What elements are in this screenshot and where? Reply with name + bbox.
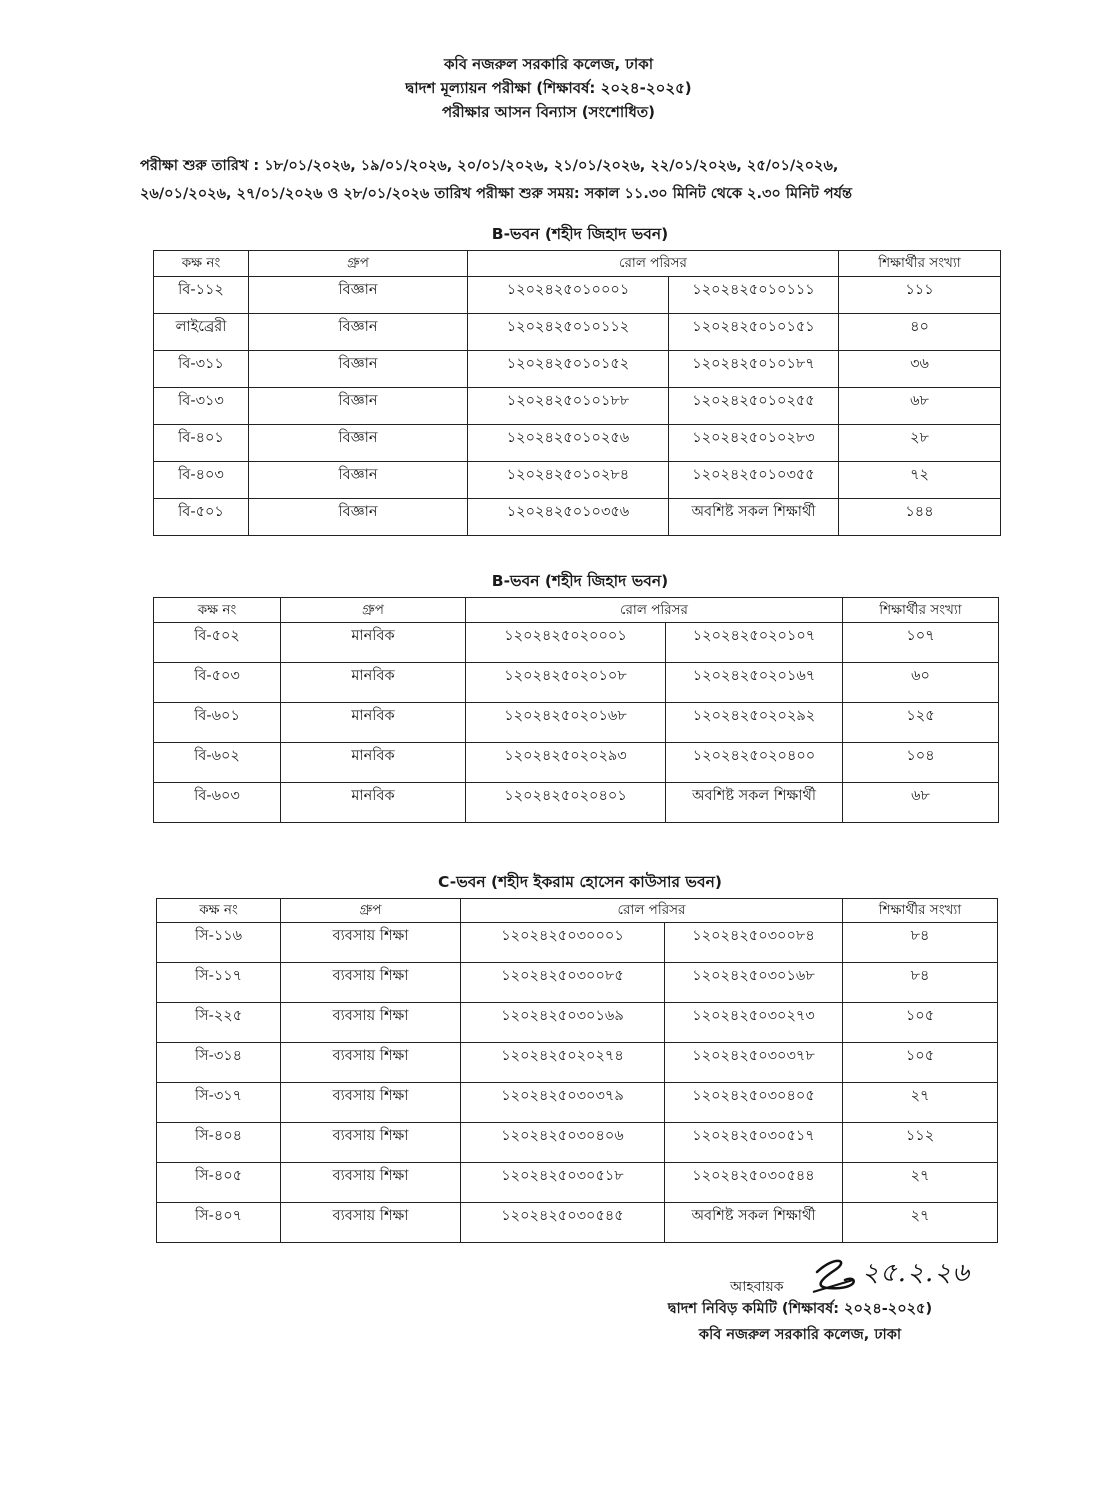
section-title-b-science: B-ভবন (শহীদ জিহাদ ভবন) (491, 225, 669, 243)
col-header-group: গ্রুপ (281, 899, 461, 923)
roll-to-cell: ১২০২৪২৫০১০১৫১ (669, 314, 839, 351)
table-row (154, 663, 999, 703)
table-header-row (157, 899, 998, 923)
group-cell: বিজ্ঞান (249, 388, 468, 425)
student-count-cell: ২৭ (843, 1163, 998, 1203)
table-header-row (154, 251, 1001, 277)
roll-from-cell: ১২০২৪২৫০১০৩৫৬ (468, 499, 669, 536)
student-count-cell: ৩৬ (839, 351, 1001, 388)
roll-to-cell: ১২০২৪২৫০২০১০৭ (666, 623, 843, 663)
col-header-student-count: শিক্ষার্থীর সংখ্যা (843, 899, 998, 923)
roll-to-cell: ১২০২৪২৫০৩০৫১৭ (665, 1123, 843, 1163)
col-header-group: গ্রুপ (249, 251, 468, 277)
group-cell: ব্যবসায় শিক্ষা (281, 923, 461, 963)
room-cell: বি-৬০৩ (154, 783, 281, 823)
table-row (157, 1123, 998, 1163)
student-count-cell: ১০৪ (843, 743, 999, 783)
student-count-cell: ১০৫ (843, 1003, 998, 1043)
room-cell: বি-৫০১ (154, 499, 249, 536)
group-cell: ব্যবসায় শিক্ষা (281, 1203, 461, 1243)
student-count-cell: ১০৫ (843, 1043, 998, 1083)
student-count-cell: ১০৭ (843, 623, 999, 663)
roll-to-cell: ১২০২৪২৫০২০৪০০ (666, 743, 843, 783)
table-row (154, 425, 1001, 462)
roll-from-cell: ১২০২৪২৫০২০২৯৩ (466, 743, 666, 783)
roll-from-cell: ১২০২৪২৫০২০১৬৮ (466, 703, 666, 743)
roll-to-cell: ১২০২৪২৫০২০১৬৭ (666, 663, 843, 703)
roll-to-cell: ১২০২৪২৫০৩০৪০৫ (665, 1083, 843, 1123)
col-header-roll-range: রোল পরিসর (466, 598, 843, 623)
roll-to-cell: ১২০২৪২৫০১০১১১ (669, 277, 839, 314)
room-cell: সি-৩১৪ (157, 1043, 281, 1083)
table-body (154, 623, 999, 823)
student-count-cell: ৪০ (839, 314, 1001, 351)
room-cell: সি-৪০৫ (157, 1163, 281, 1203)
committee-name: দ্বাদশ নিবিড় কমিটি (শিক্ষাবর্ষ: ২০২৪-২০২৫) (667, 1301, 933, 1317)
table-row (154, 703, 999, 743)
table-row (157, 1083, 998, 1123)
student-count-cell: ৭২ (839, 462, 1001, 499)
roll-from-cell: ১২০২৪২৫০২০২৭৪ (461, 1043, 665, 1083)
col-header-roll-range: রোল পরিসর (468, 251, 839, 277)
table-body (154, 277, 1001, 536)
group-cell: ব্যবসায় শিক্ষা (281, 1043, 461, 1083)
roll-from-cell: ১২০২৪২৫০৩০০০১ (461, 923, 665, 963)
exam-schedule-line-2: ২৬/০১/২০২৬, ২৭/০১/২০২৬ ও ২৮/০১/২০২৬ তারিখ পরীক্ষা শুরু সময়: সকাল ১১.৩০ মিনিট থেকে ২.৩০ মিনিট পর্যন্ত (140, 186, 852, 202)
group-cell: বিজ্ঞান (249, 425, 468, 462)
table-row (157, 1203, 998, 1243)
room-cell: বি-৬০১ (154, 703, 281, 743)
roll-from-cell: ১২০২৪২৫০৩০০৮৫ (461, 963, 665, 1003)
col-header-student-count: শিক্ষার্থীর সংখ্যা (839, 251, 1001, 277)
col-header-room: কক্ষ নং (154, 598, 281, 623)
table-row (157, 1043, 998, 1083)
table-row (157, 1003, 998, 1043)
room-cell: সি-৪০৪ (157, 1123, 281, 1163)
room-cell: সি-৪০৭ (157, 1203, 281, 1243)
table-row (154, 743, 999, 783)
roll-from-cell: ১২০২৪২৫০৩০৪০৬ (461, 1123, 665, 1163)
roll-to-cell: অবশিষ্ট সকল শিক্ষার্থী (665, 1203, 843, 1243)
roll-to-cell: ১২০২৪২৫০১০১৮৭ (669, 351, 839, 388)
roll-from-cell: ১২০২৪২৫০৩০৫১৮ (461, 1163, 665, 1203)
footer-college-name: কবি নজরুল সরকারি কলেজ, ঢাকা (698, 1327, 902, 1343)
roll-to-cell: অবশিষ্ট সকল শিক্ষার্থী (666, 783, 843, 823)
room-cell: বি-৪০১ (154, 425, 249, 462)
roll-to-cell: ১২০২৪২৫০১০২৫৫ (669, 388, 839, 425)
roll-to-cell: ১২০২৪২৫০১০২৮৩ (669, 425, 839, 462)
student-count-cell: ৬০ (843, 663, 999, 703)
roll-from-cell: ১২০২৪২৫০১০০০১ (468, 277, 669, 314)
roll-from-cell: ১২০২৪২৫০৩০১৬৯ (461, 1003, 665, 1043)
col-header-roll-range: রোল পরিসর (461, 899, 843, 923)
section-title-c-business: C-ভবন (শহীদ ইকরাম হোসেন কাউসার ভবন) (438, 873, 722, 891)
roll-to-cell: ১২০২৪২৫০৩০৩৭৮ (665, 1043, 843, 1083)
roll-to-cell: ১২০২৪২৫০২০২৯২ (666, 703, 843, 743)
col-header-room: কক্ষ নং (154, 251, 249, 277)
group-cell: ব্যবসায় শিক্ষা (281, 963, 461, 1003)
exam-schedule (140, 152, 1020, 208)
exam-title: দ্বাদশ মূল্যায়ন পরীক্ষা (শিক্ষাবর্ষ: ২০২৪-২০২৫) (405, 79, 692, 97)
table-row (157, 1163, 998, 1203)
seating-table-b-humanities (153, 597, 999, 823)
roll-to-cell: ১২০২৪২৫০৩০০৮৪ (665, 923, 843, 963)
room-cell: সি-১১৬ (157, 923, 281, 963)
group-cell: বিজ্ঞান (249, 314, 468, 351)
table-row (154, 277, 1001, 314)
col-header-group: গ্রুপ (281, 598, 466, 623)
seating-table-b-science (153, 250, 1001, 536)
student-count-cell: ৮৪ (843, 923, 998, 963)
college-name: কবি নজরুল সরকারি কলেজ, ঢাকা (443, 55, 654, 73)
seating-table-c-business (156, 898, 998, 1243)
group-cell: বিজ্ঞান (249, 351, 468, 388)
table-header-row (154, 598, 999, 623)
room-cell: বি-৫০৩ (154, 663, 281, 703)
group-cell: মানবিক (281, 783, 466, 823)
table-row (154, 388, 1001, 425)
room-cell: বি-৪০৩ (154, 462, 249, 499)
roll-from-cell: ১২০২৪২৫০৩০৩৭৯ (461, 1083, 665, 1123)
document-subtitle: পরীক্ষার আসন বিন্যাস (সংশোধিত) (442, 103, 655, 121)
room-cell: বি-৬০২ (154, 743, 281, 783)
roll-from-cell: ১২০২৪২৫০১০১৫২ (468, 351, 669, 388)
room-cell: সি-৩১৭ (157, 1083, 281, 1123)
table-row (154, 314, 1001, 351)
table-row (154, 783, 999, 823)
roll-to-cell: ১২০২৪২৫০৩০৫৪৪ (665, 1163, 843, 1203)
group-cell: ব্যবসায় শিক্ষা (281, 1123, 461, 1163)
roll-from-cell: ১২০২৪২৫০১০১১২ (468, 314, 669, 351)
student-count-cell: ২৭ (843, 1203, 998, 1243)
roll-from-cell: ১২০২৪২৫০২০৪০১ (466, 783, 666, 823)
group-cell: বিজ্ঞান (249, 499, 468, 536)
signatory-block (560, 1296, 1040, 1348)
group-cell: বিজ্ঞান (249, 462, 468, 499)
section-title-b-humanities: B-ভবন (শহীদ জিহাদ ভবন) (491, 572, 669, 590)
exam-schedule-line-1: পরীক্ষা শুরু তারিখ : ১৮/০১/২০২৬, ১৯/০১/২০২৬, ২০/০১/২০২৬, ২১/০১/২০২৬, ২২/০১/২০২৬, ২৫/০১/২০২৬, (140, 158, 839, 174)
roll-from-cell: ১২০২৪২৫০২০০০১ (466, 623, 666, 663)
roll-from-cell: ১২০২৪২৫০১০২৮৪ (468, 462, 669, 499)
signature-date: ২৫.২.২৬ (862, 1258, 971, 1288)
room-cell: বি-৫০২ (154, 623, 281, 663)
roll-to-cell: ১২০২৪২৫০৩০১৬৮ (665, 963, 843, 1003)
room-cell: বি-৩১১ (154, 351, 249, 388)
roll-to-cell: ১২০২৪২৫০১০৩৫৫ (669, 462, 839, 499)
student-count-cell: ২৭ (843, 1083, 998, 1123)
room-cell: সি-২২৫ (157, 1003, 281, 1043)
roll-from-cell: ১২০২৪২৫০১০১৮৮ (468, 388, 669, 425)
col-header-room: কক্ষ নং (157, 899, 281, 923)
table-body (157, 923, 998, 1243)
table-row (154, 623, 999, 663)
table-row (157, 963, 998, 1003)
roll-from-cell: ১২০২৪২৫০২০১০৮ (466, 663, 666, 703)
roll-from-cell: ১২০২৪২৫০৩০৫৪৫ (461, 1203, 665, 1243)
room-cell: লাইব্রেরী (154, 314, 249, 351)
student-count-cell: ২৮ (839, 425, 1001, 462)
table-row (154, 462, 1001, 499)
room-cell: সি-১১৭ (157, 963, 281, 1003)
group-cell: মানবিক (281, 743, 466, 783)
roll-to-cell: ১২০২৪২৫০৩০২৭৩ (665, 1003, 843, 1043)
room-cell: বি-৩১৩ (154, 388, 249, 425)
group-cell: মানবিক (281, 703, 466, 743)
student-count-cell: ১৪৪ (839, 499, 1001, 536)
table-row (154, 351, 1001, 388)
group-cell: ব্যবসায় শিক্ষা (281, 1163, 461, 1203)
group-cell: ব্যবসায় শিক্ষা (281, 1003, 461, 1043)
student-count-cell: ৮৪ (843, 963, 998, 1003)
student-count-cell: ৬৮ (843, 783, 999, 823)
group-cell: মানবিক (281, 663, 466, 703)
group-cell: বিজ্ঞান (249, 277, 468, 314)
student-count-cell: ১১১ (839, 277, 1001, 314)
table-row (154, 499, 1001, 536)
room-cell: বি-১১২ (154, 277, 249, 314)
convener-label: আহবায়ক (730, 1279, 784, 1295)
student-count-cell: ১২৫ (843, 703, 999, 743)
table-row (157, 923, 998, 963)
group-cell: মানবিক (281, 623, 466, 663)
student-count-cell: ৬৮ (839, 388, 1001, 425)
roll-to-cell: অবশিষ্ট সকল শিক্ষার্থী (669, 499, 839, 536)
col-header-student-count: শিক্ষার্থীর সংখ্যা (843, 598, 999, 623)
roll-from-cell: ১২০২৪২৫০১০২৫৬ (468, 425, 669, 462)
student-count-cell: ১১২ (843, 1123, 998, 1163)
group-cell: ব্যবসায় শিক্ষা (281, 1083, 461, 1123)
